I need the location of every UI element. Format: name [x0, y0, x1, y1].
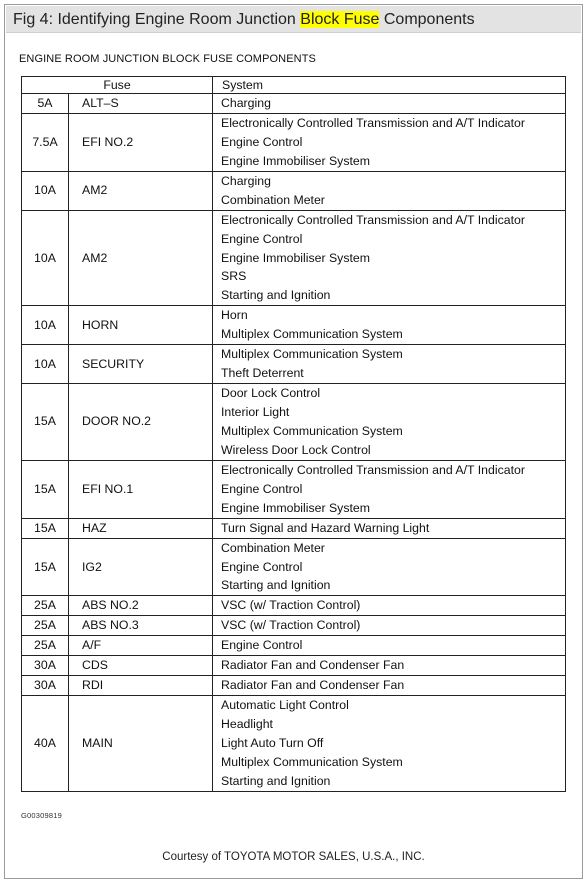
fuse-systems: [213, 596, 566, 616]
system-entry: Multiplex Communication System: [221, 423, 403, 438]
system-entry: Radiator Fan and Condenser Fan: [221, 678, 405, 693]
fuse-amperage: 7.5A: [22, 113, 69, 171]
system-entry: Combination Meter: [221, 540, 325, 555]
caption-suffix: Components: [379, 11, 475, 28]
fuse-name: RDI: [69, 676, 213, 696]
table-row: [22, 596, 566, 616]
fuse-amperage: 25A: [22, 636, 69, 656]
fuse-systems: [213, 636, 566, 656]
caption-prefix: Fig 4: Identifying Engine Room Junction: [13, 11, 301, 28]
system-entry: Charging: [221, 173, 271, 188]
fuse-name: HORN: [69, 306, 213, 345]
system-entry: Engine Control: [221, 559, 303, 574]
system-entry: Engine Control: [221, 134, 303, 149]
fuse-systems: [213, 656, 566, 676]
fuse-systems: [213, 518, 566, 538]
fuse-amperage: 15A: [22, 538, 69, 596]
system-entry: Electronically Controlled Transmission and A/T Indicator: [221, 115, 525, 130]
system-entry: Engine Immobiliser System: [221, 500, 370, 515]
system-entry: Light Auto Turn Off: [221, 736, 324, 751]
system-entry: Starting and Ignition: [221, 773, 331, 788]
fuse-name: CDS: [69, 656, 213, 676]
fuse-amperage: 25A: [22, 616, 69, 636]
system-entry: Starting and Ignition: [221, 288, 331, 303]
fuse-amperage: 10A: [22, 171, 69, 210]
fuse-amperage: 15A: [22, 384, 69, 461]
table-row: [22, 696, 566, 792]
caption-highlight: Block Fuse: [300, 11, 380, 28]
table-row: [22, 384, 566, 461]
fuse-systems: [213, 460, 566, 518]
table-row: [22, 306, 566, 345]
system-entry: Radiator Fan and Condenser Fan: [221, 658, 405, 673]
credit-line: Courtesy of TOYOTA MOTOR SALES, U.S.A., INC.: [162, 851, 425, 863]
fuse-amperage: 30A: [22, 656, 69, 676]
system-entry: Multiplex Communication System: [221, 754, 403, 769]
system-entry: Engine Control: [221, 231, 303, 246]
table-row: [22, 676, 566, 696]
fuse-amperage: 25A: [22, 596, 69, 616]
figure-caption: [6, 6, 581, 33]
system-column-header: System: [213, 77, 566, 94]
fuse-name: ALT–S: [69, 94, 213, 114]
fuse-systems: [213, 113, 566, 171]
fuse-amperage: 15A: [22, 460, 69, 518]
fuse-name: EFI NO.1: [69, 460, 213, 518]
table-row: [22, 656, 566, 676]
fuse-systems: [213, 345, 566, 384]
fuse-systems: [213, 696, 566, 792]
fuse-amperage: 10A: [22, 210, 69, 306]
fuse-name: ABS NO.3: [69, 616, 213, 636]
table-row: [22, 345, 566, 384]
system-entry: Door Lock Control: [221, 386, 321, 401]
table-header-row: [22, 77, 566, 94]
system-entry: Interior Light: [221, 405, 290, 420]
system-entry: Engine Control: [221, 481, 303, 496]
table-row: [22, 518, 566, 538]
fuse-amperage: 5A: [22, 94, 69, 114]
system-entry: Headlight: [221, 717, 273, 732]
figure-code: G00309819: [21, 811, 63, 820]
system-entry: Turn Signal and Hazard Warning Light: [221, 520, 430, 535]
system-entry: Engine Control: [221, 638, 303, 653]
fuse-systems: [213, 538, 566, 596]
fuse-amperage: 30A: [22, 676, 69, 696]
fuse-name: DOOR NO.2: [69, 384, 213, 461]
table-row: [22, 171, 566, 210]
fuse-amperage: 10A: [22, 345, 69, 384]
fuse-systems: [213, 306, 566, 345]
fuse-systems: [213, 384, 566, 461]
document-title: ENGINE ROOM JUNCTION BLOCK FUSE COMPONENTS: [19, 53, 316, 65]
fuse-name: SECURITY: [69, 345, 213, 384]
system-entry: Automatic Light Control: [221, 698, 349, 713]
fuse-amperage: 40A: [22, 696, 69, 792]
system-entry: Engine Immobiliser System: [221, 153, 370, 168]
table-row: [22, 538, 566, 596]
system-entry: Electronically Controlled Transmission and A/T Indicator: [221, 462, 525, 477]
system-entry: VSC (w/ Traction Control): [221, 618, 361, 633]
fuse-systems: [213, 94, 566, 114]
fuse-table-body: [22, 94, 566, 792]
fuse-name: HAZ: [69, 518, 213, 538]
system-entry: Electronically Controlled Transmission and A/T Indicator: [221, 212, 525, 227]
table-row: [22, 94, 566, 114]
fuse-amperage: 10A: [22, 306, 69, 345]
fuse-name: A/F: [69, 636, 213, 656]
system-entry: Multiplex Communication System: [221, 347, 403, 362]
system-entry: Multiplex Communication System: [221, 327, 403, 342]
system-entry: SRS: [221, 269, 247, 284]
fuse-systems: [213, 616, 566, 636]
system-entry: Theft Deterrent: [221, 366, 304, 381]
table-row: [22, 210, 566, 306]
fuse-systems: [213, 676, 566, 696]
system-entry: Horn: [221, 308, 248, 323]
fuse-name: AM2: [69, 171, 213, 210]
fuse-name: ABS NO.2: [69, 596, 213, 616]
fuse-amperage: 15A: [22, 518, 69, 538]
system-entry: VSC (w/ Traction Control): [221, 598, 361, 613]
table-row: [22, 616, 566, 636]
table-row: [22, 460, 566, 518]
table-row: [22, 113, 566, 171]
fuse-name: EFI NO.2: [69, 113, 213, 171]
system-entry: Wireless Door Lock Control: [221, 442, 371, 457]
fuse-name: IG2: [69, 538, 213, 596]
fuse-name: AM2: [69, 210, 213, 306]
fuse-column-header: Fuse: [22, 77, 213, 94]
system-entry: Combination Meter: [221, 192, 325, 207]
fuse-table: [21, 76, 566, 792]
table-row: [22, 636, 566, 656]
system-entry: Starting and Ignition: [221, 578, 331, 593]
system-entry: Charging: [221, 96, 271, 110]
fuse-systems: [213, 210, 566, 306]
fuse-name: MAIN: [69, 696, 213, 792]
system-entry: Engine Immobiliser System: [221, 250, 370, 265]
fuse-systems: [213, 171, 566, 210]
